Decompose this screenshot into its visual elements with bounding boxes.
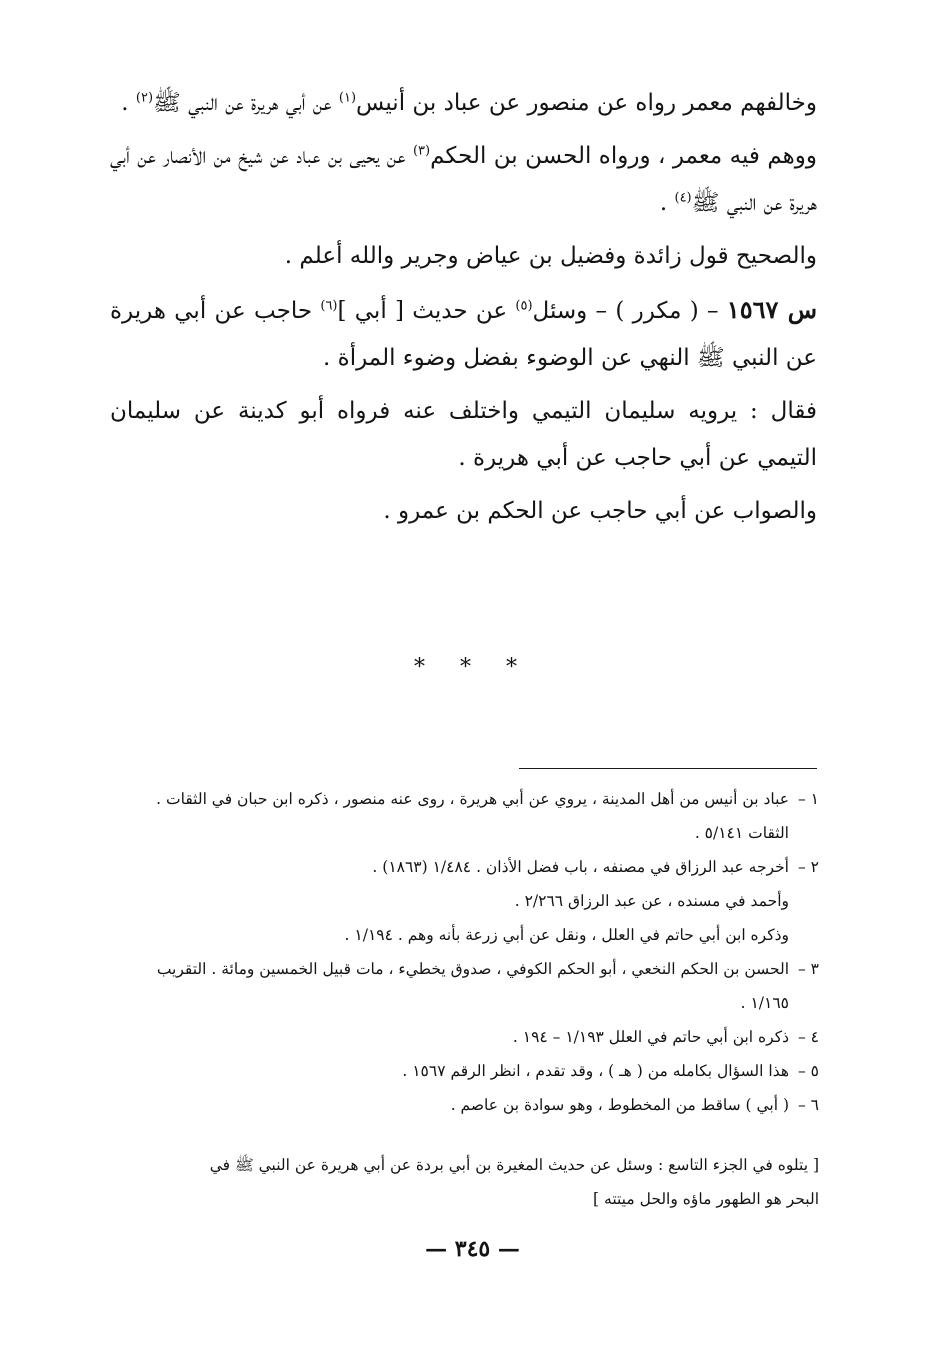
page-number: — ٣٤٥ — [425, 1236, 520, 1262]
footnote-text: وأحمد في مسنده ، عن عبد الرزاق ٢/٢٦٦ . [514, 892, 789, 910]
footnote-text: الحسن بن الحكم النخعي ، أبو الحكم الكوفي ، صدوق يخطيء ، مات قبيل الخمسين ومائة . التقريب [156, 960, 789, 978]
footnote-4 [114, 1020, 819, 1054]
footnote-text: ( أبي ) ساقط من المخطوط ، وهو سوادة بن عاصم . [450, 1096, 789, 1114]
footnote-1 [114, 782, 819, 850]
answer-paragraph-2: والصواب عن أبي حاجب عن الحكم بن عمرو . [383, 498, 817, 524]
footnote-number: ٢ – [797, 858, 819, 876]
footnote-text: الثقات ٥/١٤١ . [694, 824, 789, 842]
footnote-ref-2[interactable]: (٢) [135, 90, 154, 106]
footnote-text: ١/١٦٥ . [740, 994, 789, 1012]
footnote-number: ٦ – [797, 1096, 819, 1114]
footnote-text: ذكره ابن أبي حاتم في العلل ١/١٩٣ – ١٩٤ . [512, 1028, 789, 1046]
footnote-divider [519, 768, 817, 769]
question-text: – ( مكرر ) – وسئل [532, 298, 727, 324]
footnote-text: هذا السؤال بكامله من ( هـ ) ، وقد تقدم ، انظر الرقم ١٥٦٧ . [402, 1062, 789, 1080]
question-paragraph [110, 286, 817, 382]
paragraph-text: . [659, 190, 675, 216]
footnotes [114, 782, 819, 1122]
footnote-ref-5[interactable]: (٥) [515, 298, 533, 314]
question-text: حاجب عن أبي هريرة عن النبي ﷺ النهي عن الوضوء بفضل وضوء المرأة . [110, 298, 817, 371]
paragraph-text: ووهم فيه معمر ، ورواه الحسن بن الحكم [430, 143, 817, 169]
footnote-2 [114, 850, 819, 952]
footnote-ref-6[interactable]: (٦) [320, 298, 338, 314]
continuation-line: [ يتلوه في الجزء التاسع : وسئل عن حديث المغيرة بن أبي بردة عن أبي هريرة عن النبي ﷺ في [209, 1156, 819, 1174]
footnote-6 [114, 1088, 819, 1122]
paragraph-text: عن يحيى بن عباد عن شيخ من الأنصار عن أبي هريرة عن النبي ﷺ [110, 143, 817, 216]
main-text [110, 80, 817, 541]
footnote-text: عباد بن أنيس من أهل المدينة ، يروي عن أبي هريرة ، روى عنه منصور ، ذكره ابن حبان في الثقات . [156, 790, 789, 808]
footnote-number: ٥ – [797, 1062, 819, 1080]
paragraph-text: عن أبي هريرة عن النبي ﷺ [153, 90, 339, 116]
question-text: عن حديث [ أبي ] [337, 298, 516, 324]
paragraph-text: . [121, 90, 136, 116]
section-separator: * * * [414, 655, 531, 680]
continuation-note [114, 1148, 819, 1216]
continuation-line: البحر هو الطهور ماؤه والحل ميتته ] [593, 1190, 819, 1208]
footnote-ref-4[interactable]: (٤) [674, 190, 692, 206]
footnote-ref-3[interactable]: (٣) [412, 143, 431, 159]
footnote-text: وذكره ابن أبي حاتم في العلل ، ونقل عن أبي زرعة بأنه وهم . ١/١٩٤ . [344, 926, 789, 944]
footnote-5 [114, 1054, 819, 1088]
paragraph-2 [110, 133, 817, 227]
question-number: س ١٥٦٧ [726, 295, 817, 324]
paragraph-3: والصحيح قول زائدة وفضيل بن عياض وجرير والله أعلم . [284, 243, 817, 269]
footnote-number: ٤ – [797, 1028, 819, 1046]
paragraph-1 [110, 80, 817, 127]
footnote-3 [114, 952, 819, 1020]
footnote-text: أخرجه عبد الرزاق في مصنفه ، باب فضل الأذان . ١/٤٨٤ (١٨٦٣) . [372, 858, 789, 876]
footnote-number: ١ – [797, 790, 819, 808]
footnote-number: ٣ – [797, 960, 819, 978]
footnote-ref-1[interactable]: (١) [338, 90, 357, 106]
answer-paragraph-1: فقال : يرويه سليمان التيمي واختلف عنه فرواه أبو كدينة عن سليمان التيمي عن أبي حاجب عن أبي هريرة . [110, 398, 817, 471]
paragraph-text: وخالفهم معمر رواه عن منصور عن عباد بن أنيس [356, 90, 817, 116]
